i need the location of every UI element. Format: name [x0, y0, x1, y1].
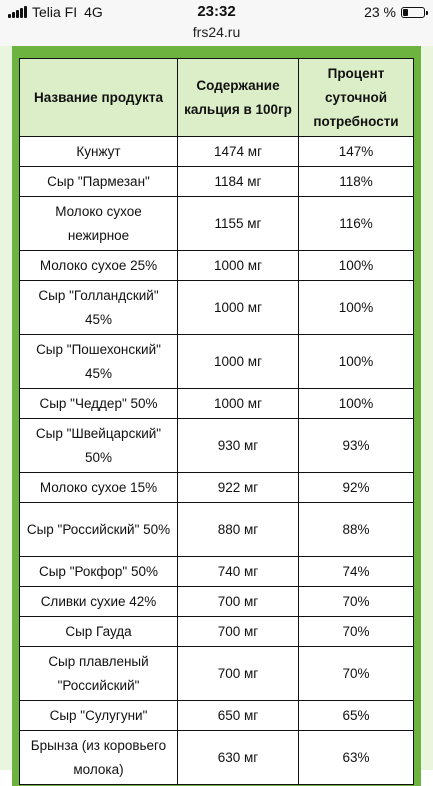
url-text[interactable]: frs24.ru — [192, 24, 241, 40]
cell-calcium: 1000 мг — [178, 251, 299, 281]
cell-product: Сыр "Голландский" 45% — [20, 281, 178, 335]
table-row — [20, 335, 414, 389]
cell-percent: 100% — [299, 389, 414, 419]
cell-percent: 70% — [299, 587, 414, 617]
column-header-percent: Процент суточной потребности — [299, 59, 414, 137]
battery-icon — [401, 7, 425, 18]
cell-percent: 100% — [299, 251, 414, 281]
cell-calcium: 630 мг — [178, 731, 299, 785]
cell-product: Молоко сухое нежирное — [20, 197, 178, 251]
cell-calcium: 880 мг — [178, 503, 299, 557]
cell-percent: 118% — [299, 167, 414, 197]
cell-percent: 147% — [299, 137, 414, 167]
cell-product: Сыр "Пошехонский" 45% — [20, 335, 178, 389]
table-row — [20, 137, 414, 167]
cell-calcium: 700 мг — [178, 647, 299, 701]
table-row — [20, 701, 414, 731]
table-row — [20, 503, 414, 557]
cell-calcium: 1000 мг — [178, 281, 299, 335]
cell-product: Молоко сухое 25% — [20, 251, 178, 281]
cell-percent: 65% — [299, 701, 414, 731]
cell-percent: 74% — [299, 557, 414, 587]
cell-product: Сыр "Рокфор" 50% — [20, 557, 178, 587]
table-row — [20, 587, 414, 617]
table-row — [20, 473, 414, 503]
table-row — [20, 281, 414, 335]
table-row — [20, 419, 414, 473]
table-row — [20, 251, 414, 281]
cell-calcium: 740 мг — [178, 557, 299, 587]
cell-product: Молоко сухое 15% — [20, 473, 178, 503]
cell-product: Сыр "Чеддер" 50% — [20, 389, 178, 419]
cell-calcium: 1155 мг — [178, 197, 299, 251]
cell-percent: 100% — [299, 335, 414, 389]
cell-percent: 70% — [299, 647, 414, 701]
table-row — [20, 197, 414, 251]
cell-calcium: 700 мг — [178, 617, 299, 647]
column-header-calcium: Содержание кальция в 100гр — [178, 59, 299, 137]
cell-product: Сыр Гауда — [20, 617, 178, 647]
cell-calcium: 1000 мг — [178, 389, 299, 419]
cell-percent: 88% — [299, 503, 414, 557]
cell-product: Сыр "Российский" 50% — [20, 503, 178, 557]
cell-product: Сыр "Пармезан" — [20, 167, 178, 197]
cell-percent: 63% — [299, 731, 414, 785]
clock: 23:32 — [197, 3, 236, 20]
cell-product: Брынза (из коровьего молока) — [20, 731, 178, 785]
cell-calcium: 1000 мг — [178, 335, 299, 389]
cell-percent: 92% — [299, 473, 414, 503]
cell-calcium: 700 мг — [178, 587, 299, 617]
table-row — [20, 647, 414, 701]
cell-calcium: 650 мг — [178, 701, 299, 731]
table-row — [20, 557, 414, 587]
cell-product: Кунжут — [20, 137, 178, 167]
cell-percent: 70% — [299, 617, 414, 647]
page-content — [0, 46, 433, 777]
column-header-product: Название продукта — [20, 59, 178, 137]
cell-product: Сыр "Сулугуни" — [20, 701, 178, 731]
cell-percent: 93% — [299, 419, 414, 473]
cell-calcium: 922 мг — [178, 473, 299, 503]
cell-product: Сыр "Швейцарский" 50% — [20, 419, 178, 473]
carrier-name: Telia FI — [32, 4, 78, 20]
cell-calcium: 930 мг — [178, 419, 299, 473]
table-row — [20, 731, 414, 785]
table-row — [20, 167, 414, 197]
cell-product: Сыр плавленый "Российский" — [20, 647, 178, 701]
battery-percent: 23 % — [364, 4, 396, 20]
network-type: 4G — [84, 4, 103, 20]
calcium-table — [19, 58, 414, 785]
cell-percent: 100% — [299, 281, 414, 335]
table-row — [20, 389, 414, 419]
status-right — [364, 4, 425, 20]
status-bar — [0, 0, 433, 24]
table-row — [20, 617, 414, 647]
table-header-row — [20, 59, 414, 137]
cell-calcium: 1474 мг — [178, 137, 299, 167]
cell-product: Сливки сухие 42% — [20, 587, 178, 617]
cell-percent: 116% — [299, 197, 414, 251]
address-bar[interactable] — [0, 24, 433, 46]
cell-calcium: 1184 мг — [178, 167, 299, 197]
